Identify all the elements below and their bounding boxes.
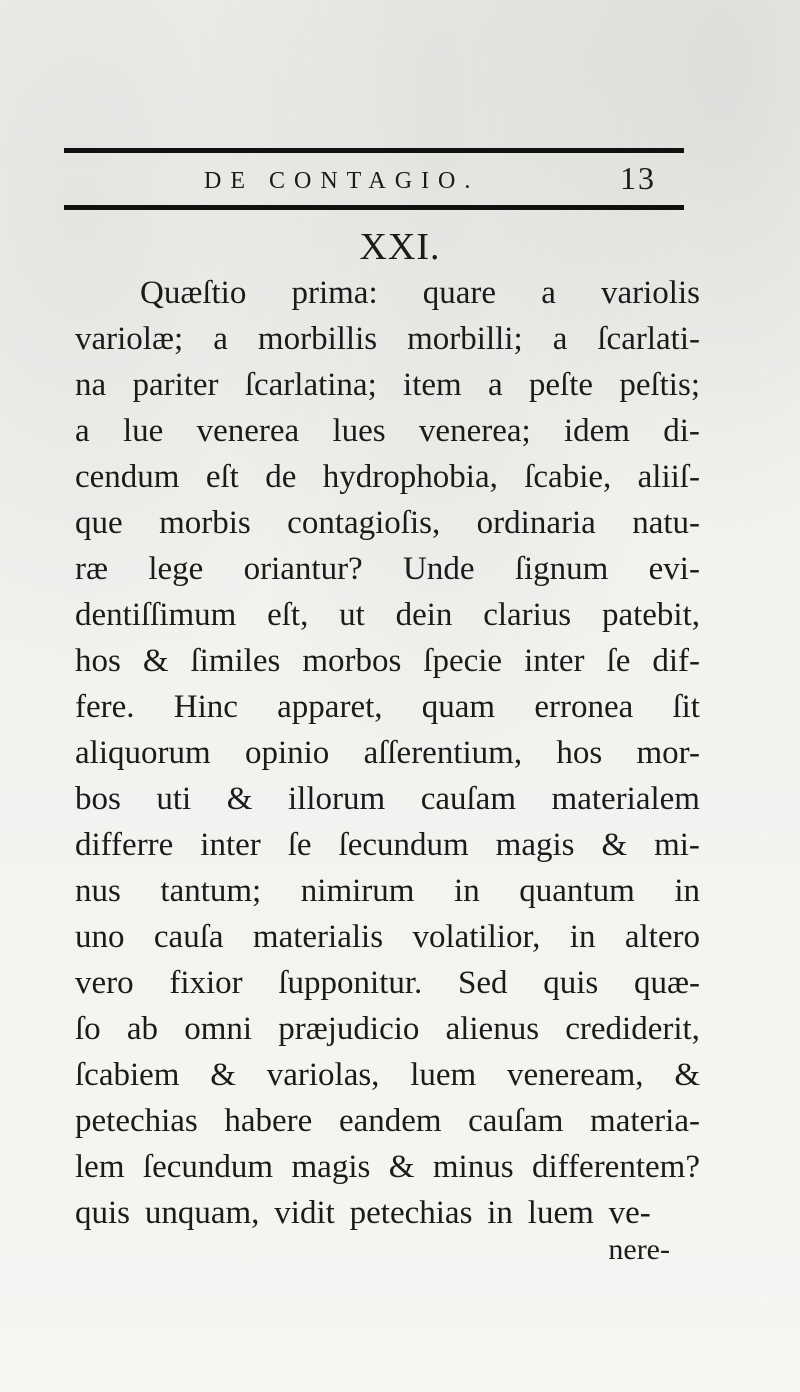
text-line: ſo ab omni præjudicio alienus crediderit,: [75, 1011, 700, 1047]
header-rule-top: [64, 148, 684, 153]
text-line: cendum eſt de hydrophobia, ſcabie, aliiſ-: [75, 459, 700, 495]
text-line: bos uti & illorum cauſam materialem: [75, 781, 700, 817]
text-line: ſcabiem & variolas, luem veneream, &: [75, 1057, 700, 1093]
text-line: differre inter ſe ſecundum magis & mi-: [75, 827, 700, 863]
text-line: lem ſecundum magis & minus differentem?: [75, 1149, 700, 1185]
body-paragraph: [75, 270, 700, 1236]
text-line: fere. Hinc apparet, quam erronea ſit: [75, 689, 700, 725]
catchword: nere-: [608, 1233, 670, 1266]
section-number: XXI.: [359, 226, 441, 268]
page-number: 13: [620, 160, 656, 196]
text-line: ræ lege oriantur? Unde ſignum evi-: [75, 551, 700, 587]
text-line: variolæ; a morbillis morbilli; a ſcarlati-: [75, 321, 700, 357]
text-line: a lue venerea lues venerea; idem di-: [75, 413, 700, 449]
text-line: na pariter ſcarlatina; item a peſte peſtis;: [75, 367, 700, 403]
text-line: que morbis contagioſis, ordinaria natu-: [75, 505, 700, 541]
text-line: dentiſſimum eſt, ut dein clarius patebit,: [75, 597, 700, 633]
text-line: Quæſtio prima: quare a variolis: [140, 275, 700, 311]
text-line: vero fixior ſupponitur. Sed quis quæ-: [75, 965, 700, 1001]
running-head-title: DE CONTAGIO.: [204, 168, 480, 194]
text-line: nus tantum; nimirum in quantum in: [75, 873, 700, 909]
text-line: petechias habere eandem cauſam materia-: [75, 1103, 700, 1139]
running-head: [64, 160, 684, 200]
text-line: hos & ſimiles morbos ſpecie inter ſe dif-: [75, 643, 700, 679]
text-line: uno cauſa materialis volatilior, in altero: [75, 919, 700, 955]
header-rule-bottom: [64, 205, 684, 210]
text-line: quis unquam, vidit petechias in luem ve-: [75, 1195, 651, 1231]
text-line: aliquorum opinio aſſerentium, hos mor-: [75, 735, 700, 771]
